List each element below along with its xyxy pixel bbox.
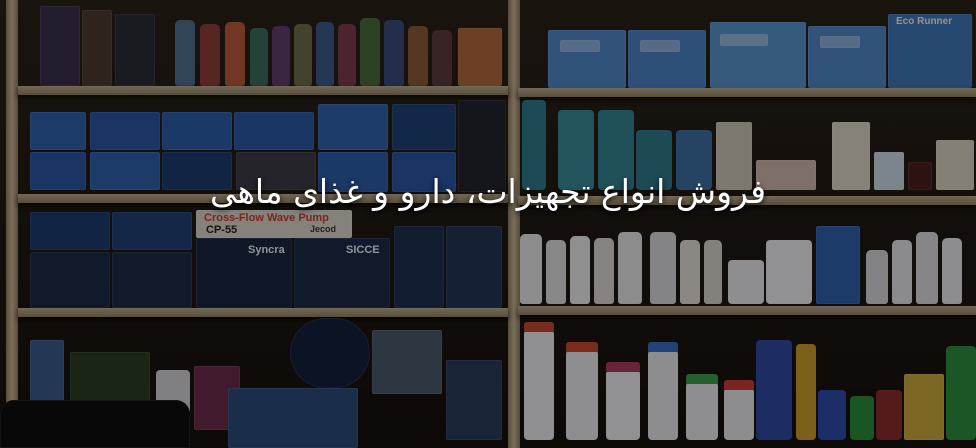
cp55-label: CP-55	[206, 224, 238, 236]
promo-headline: فروش انواع تجهیزات، دارو و غذای ماهی	[209, 172, 767, 211]
crossflow-label: Cross-Flow Wave Pump	[204, 212, 329, 224]
sicce-label: SICCE	[346, 244, 380, 256]
eco-runner-label: Eco Runner	[896, 16, 953, 27]
jecod-label: Jecod	[310, 224, 337, 234]
syncra-label: Syncra	[248, 244, 285, 256]
